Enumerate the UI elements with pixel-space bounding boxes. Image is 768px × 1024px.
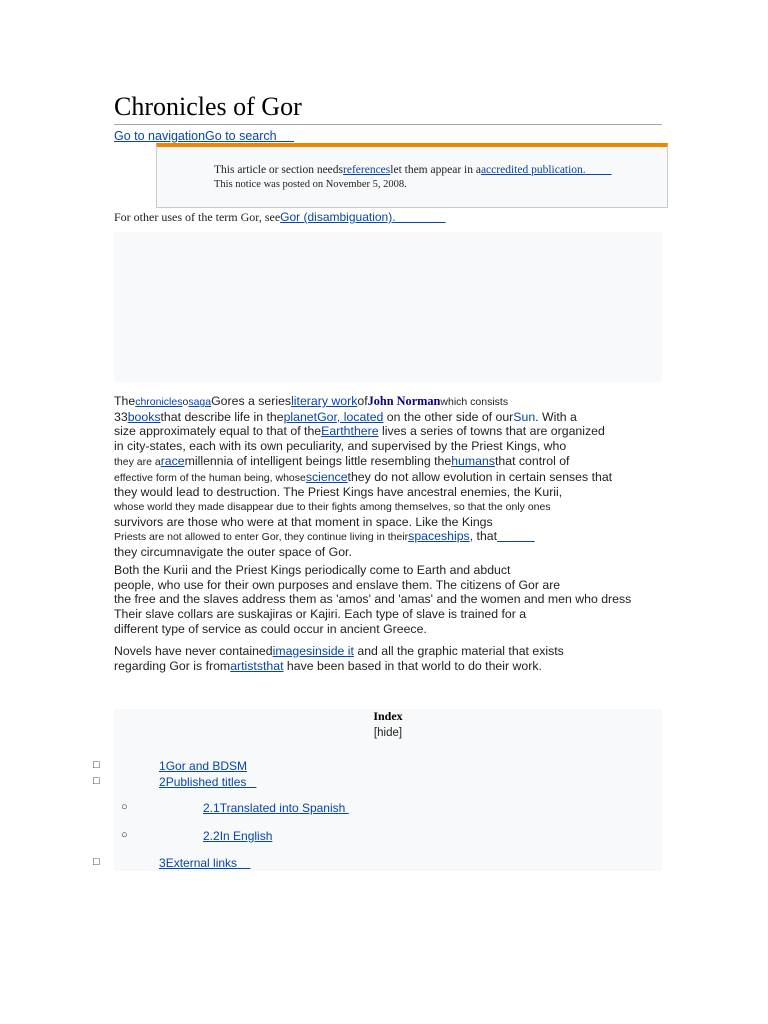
toc-item-1[interactable]: 1Gor and BDSM [159,759,248,773]
that-link[interactable]: that [262,658,284,673]
race-link[interactable]: race [160,453,185,468]
saga-link[interactable]: saga [188,396,212,408]
science-link[interactable]: science [305,469,348,484]
there-link[interactable]: there [350,424,379,439]
go-to-navigation-link[interactable]: Go to navigation [114,129,206,143]
toc-hide-toggle[interactable]: [hide] [373,727,403,739]
toc-item-3[interactable]: 3External links [159,856,238,870]
toc-item-2-2[interactable]: 2.2In English [203,829,273,843]
hatnote: For other uses of the term Gor, seeGor (disambiguation). [114,210,396,224]
sun-link[interactable]: Sun [513,409,536,424]
john-norman-link[interactable]: John Norman [367,394,441,408]
inside-it-link[interactable]: inside it [312,644,354,658]
toc-title: Index [373,709,403,723]
chronicles-link[interactable]: chronicles [135,396,183,408]
table-of-contents [114,709,662,871]
toc-item-2-1[interactable]: 2.1Translated into Spanish [203,801,346,815]
images-link[interactable]: images [272,644,313,658]
toc-item-2[interactable]: 2Published titles [159,775,247,789]
toc-bullet-circle-icon: ○ [121,829,128,841]
gor-disambiguation-link[interactable]: Gor (disambiguation). [280,210,396,224]
references-notice-box [156,143,668,208]
jump-links [114,129,294,143]
gor-link[interactable]: Gor, located [317,409,384,424]
paragraph-images: Novels have never containedimagesinside it and all the graphic material that exists regarding Gor is fromartiststhat have been based in that world to do their work. [114,644,564,673]
spaceships-link[interactable]: spaceships [408,529,470,544]
go-to-search-link[interactable]: Go to search [205,129,277,143]
toc-bullet-square-icon: □ [93,856,100,868]
planet-link[interactable]: planet [283,409,318,424]
notice-posted-date: This notice was posted on November 5, 2008. [214,179,407,190]
title-divider [114,124,662,125]
toc-bullet-square-icon: □ [93,775,100,787]
image-placeholder [114,232,662,382]
page-title: Chronicles of Gor [114,92,302,121]
humans-link[interactable]: humans [451,453,495,468]
notice-line: This article or section needsreferenceslet them appear in aaccredited publication. [214,164,586,176]
toc-bullet-circle-icon: ○ [121,801,128,813]
toc-bullet-square-icon: □ [93,759,100,771]
paragraph-kurii: Both the Kurii and the Priest Kings periodically come to Earth and abduct people, who use for their own purposes and enslave them. The citizens of Gor are the free and the slaves address them as 'amos' and 'amas' and the women and men who dress Their slave collars are suskajiras or Kajiri. Each type of slave is trained for a different type of service as could occur in ancient Greece. [114,563,632,636]
literary-work-link[interactable]: literary work [291,394,358,408]
paragraph-intro: ThechroniclesosagaGores a seriesliterary workofJohn Normanwhich consists 33booksthat describe life in theplanetGor, located on the other side of ourSun. With a size approximately equal to that of theEarththere lives a series of towns that are organized in city-states, each with its own peculiarity, and supervised by the Priest Kings, who they are aracemillennia of intelligent beings little resembling thehumansthat control of effective form of the human being, whosesciencethey do not allow evolution in certain senses that they would lead to destruction. The Priest Kings have ancestral enemies, the Kurii, whose world they made disappear due to their fights among themselves, so that the only ones survivors are those who were at that moment in space. Like the Kings Priests are not allowed to enter Gor, they continue living in theirspaceships, that they circumnavigate the outer space of Gor. [114,394,613,560]
books-link[interactable]: books [127,409,161,424]
references-link[interactable]: references [343,164,391,176]
accredited-publication-link[interactable]: accredited publication. [480,164,586,176]
earth-link[interactable]: Earth [321,424,351,439]
artists-link[interactable]: artists [230,658,263,673]
